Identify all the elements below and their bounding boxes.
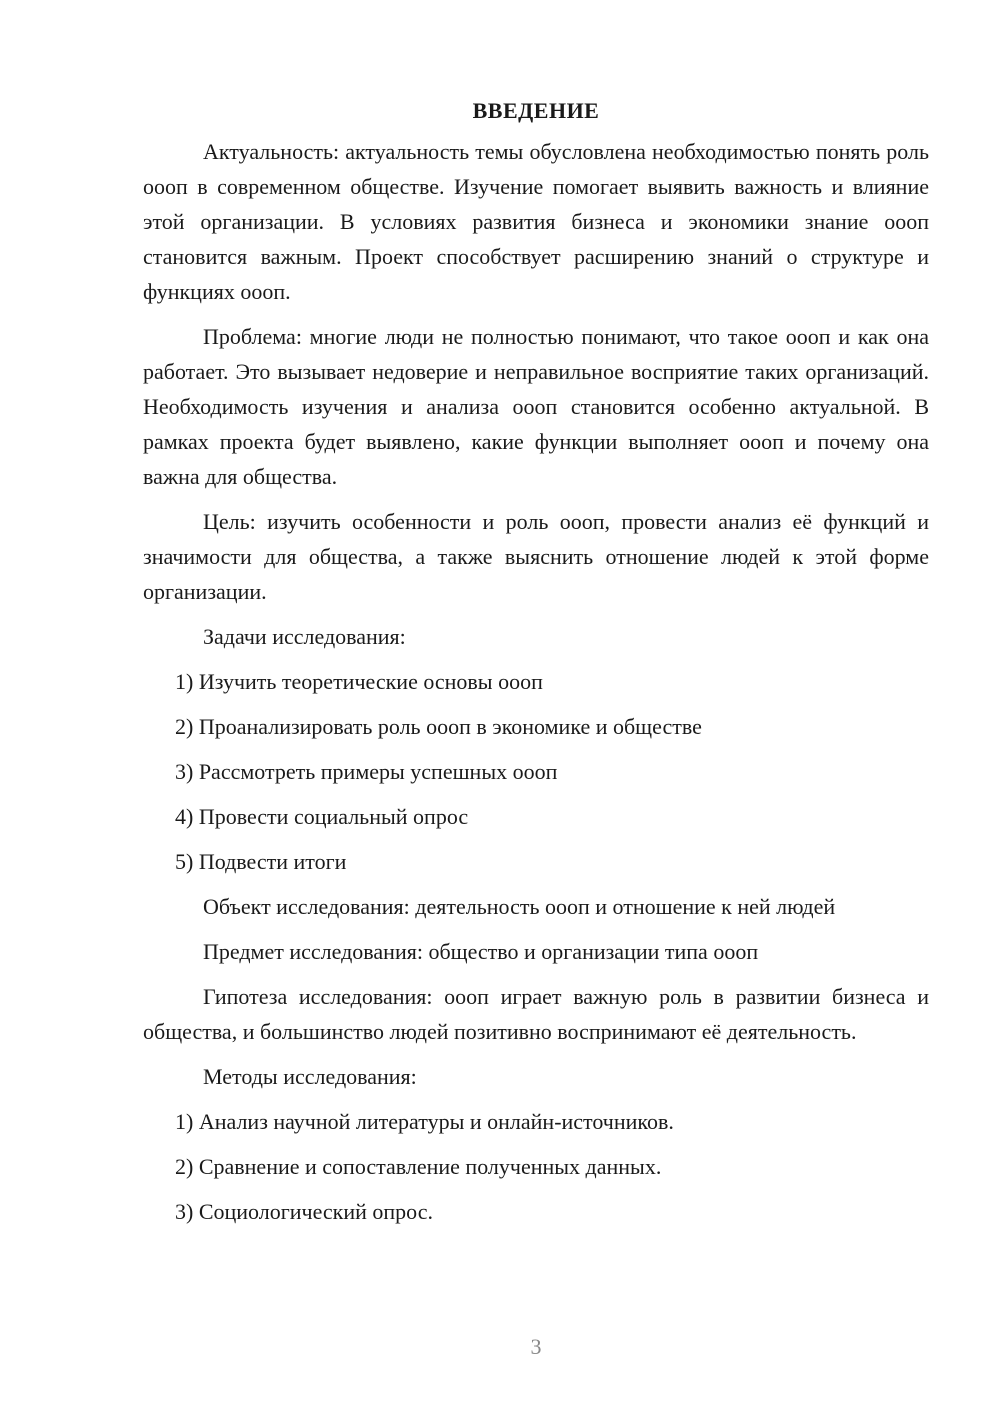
methods-heading: Методы исследования:	[203, 1064, 417, 1089]
relevance-paragraph: Актуальность: актуальность темы обусловлена необходимостью понять роль оооп в современном обществе. Изучение помогает выявить важность и влияние этой организации. В условиях развития бизнеса и экономики знание оооп становится важным. Проект способствует расширению знаний о структуре и функциях оооп.	[143, 139, 929, 304]
problem-paragraph: Проблема: многие люди не полностью понимают, что такое оооп и как она работает. Это вызывает недоверие и неправильное восприятие таких организаций. Необходимость изучения и анализа оооп становится особенно актуальной. В рамках проекта будет выявлено, какие функции выполняет оооп и почему она важна для общества.	[143, 324, 929, 489]
task-item-5: 5) Подвести итоги	[175, 849, 347, 874]
research-object: Объект исследования: деятельность оооп и отношение к ней людей	[203, 894, 836, 919]
task-item-2: 2) Проанализировать роль оооп в экономике и обществе	[175, 714, 702, 739]
task-item-4: 4) Провести социальный опрос	[175, 804, 469, 829]
research-subject: Предмет исследования: общество и организации типа оооп	[203, 939, 759, 964]
section-title: ВВЕДЕНИЕ	[472, 98, 600, 123]
method-item-3: 3) Социологический опрос.	[175, 1199, 433, 1224]
tasks-heading: Задачи исследования:	[203, 624, 406, 649]
hypothesis-paragraph: Гипотеза исследования: оооп играет важную роль в развитии бизнеса и общества, и большинство людей позитивно воспринимают её деятельность.	[143, 984, 929, 1044]
task-item-3: 3) Рассмотреть примеры успешных оооп	[175, 759, 558, 784]
goal-paragraph: Цель: изучить особенности и роль оооп, провести анализ её функций и значимости для общества, а также выяснить отношение людей к этой форме организации.	[143, 509, 929, 604]
task-item-1: 1) Изучить теоретические основы оооп	[175, 669, 543, 694]
page-number: 3	[530, 1334, 542, 1359]
document-page	[143, 94, 929, 1239]
method-item-1: 1) Анализ научной литературы и онлайн-источников.	[175, 1109, 674, 1134]
method-item-2: 2) Сравнение и сопоставление полученных данных.	[175, 1154, 662, 1179]
